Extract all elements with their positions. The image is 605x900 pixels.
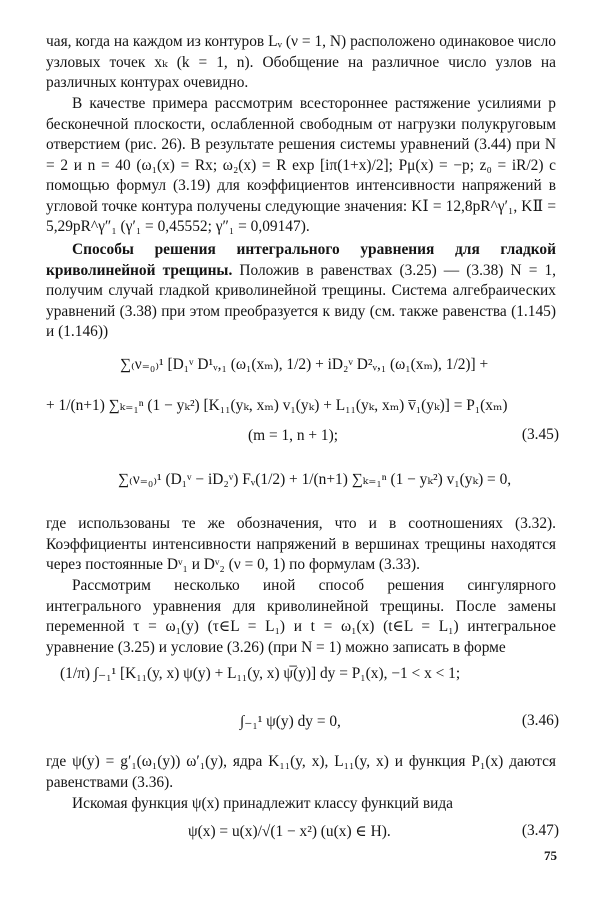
paragraph-function-class: Искомая функция ψ(x) принадлежит классу функций вида — [72, 795, 453, 812]
paragraph-kernels: где ψ(y) = g′₁(ω₁(y)) ω′₁(y), ядра K₁₁(y, x), L₁₁(y, x) и функция P₁(x) даются равенствами (3.36). — [46, 753, 556, 791]
equation-3-45-line-2: + 1/(n+1) ∑ₖ₌₁ⁿ (1 − yₖ²) [K₁₁(yₖ, xₘ) v₁(yₖ) + L₁₁(yₖ, xₘ) v̅₁(yₖ)] = P₁(xₘ) — [46, 397, 508, 414]
paragraph-continuation: чая, когда на каждом из контуров Lᵥ (ν = 1, N) расположено одинаковое число узловых точек xₖ (k = 1, n). Обобщение на различное число узлов на различных контурах очевидно. — [46, 33, 556, 91]
equation-3-45-line-4: ∑₍ν₌₀₎¹ (D₁ᵛ − iD₂ᵛ) Fᵥ(1/2) + 1/(n+1) ∑ₖ₌₁ⁿ (1 − yₖ²) v₁(yₖ) = 0, — [118, 471, 512, 488]
equation-3-46-line-2: ∫₋₁¹ ψ(y) dy = 0, — [240, 713, 341, 730]
paragraph-alternative-method: Рассмотрим несколько иной способ решения сингулярного интегрального уравнения для криволинейной трещины. После замены переменной τ = ω₁(y) (τ∈L = L₁) и t = ω₁(x) (t∈L = L₁) интегральное уравнение (3.25) и условие (3.26) (при N = 1) можно записать в форме — [46, 577, 556, 656]
equation-number-3-45: (3.45) — [521, 426, 559, 443]
paragraph-methods — [46, 240, 556, 343]
section-heading: Способы решения интегрального уравнения для гладкой криволинейной трещины. — [46, 241, 556, 279]
equation-number-3-46: (3.46) — [521, 712, 559, 729]
page-number: 75 — [544, 848, 557, 863]
equation-3-45-line-1: ∑₍ν₌₀₎¹ [D₁ᵛ D¹ᵥ,₁ (ω₁(xₘ), 1/2) + iD₂ᵛ D²ᵥ,₁ (ω₁(xₘ), 1/2)] + — [120, 356, 489, 373]
equation-3-45-line-3: (m = 1, n + 1); — [248, 427, 339, 444]
paragraph-notation: где использованы те же обозначения, что и в соотношениях (3.32). Коэффициенты интенсивности напряжений в вершинах трещины находятся через постоянные Dᵛ₁ и Dᵛ₂ (ν = 0, 1) по формулам (3.33). — [46, 515, 556, 573]
equation-3-47: ψ(x) = u(x)/√(1 − x²) (u(x) ∈ H). — [188, 823, 391, 840]
paragraph-methods-text: Положив в равенствах (3.25) — (3.38) N = 1, получим случай гладкой криволинейной трещины. Система алгебраических уравнений (3.38) при этом преобразуется к виду (см. также равенства (1.145) и (1.146)) — [46, 261, 556, 340]
paragraph-example: В качестве примера рассмотрим всестороннее растяжение усилиями p бесконечной плоскости, ослабленной свободным от нагрузки полукруговым отверстием (рис. 26). В результате решения системы уравнений (3.44) при N = 2 и n = 40 (ω₁(x) = Rx; ω₂(x) = R exp [iπ(1+x)/2]; Pμ(x) = −p; z₀ = iR/2) с помощью формул (3.19) для коэффициентов интенсивности напряжений в угловой точке контура получены следующие значения: KⅠ = 12,8pR^γ′₁, KⅡ = 5,29pR^γ″₁ (γ′₁ = 0,45552; γ″₁ = 0,09147). — [46, 95, 556, 235]
equation-number-3-47: (3.47) — [521, 822, 559, 839]
equation-3-46-line-1: (1/π) ∫₋₁¹ [K₁₁(y, x) ψ(y) + L₁₁(y, x) ψ̅(y)] dy = P₁(x), −1 < x < 1; — [60, 665, 461, 682]
